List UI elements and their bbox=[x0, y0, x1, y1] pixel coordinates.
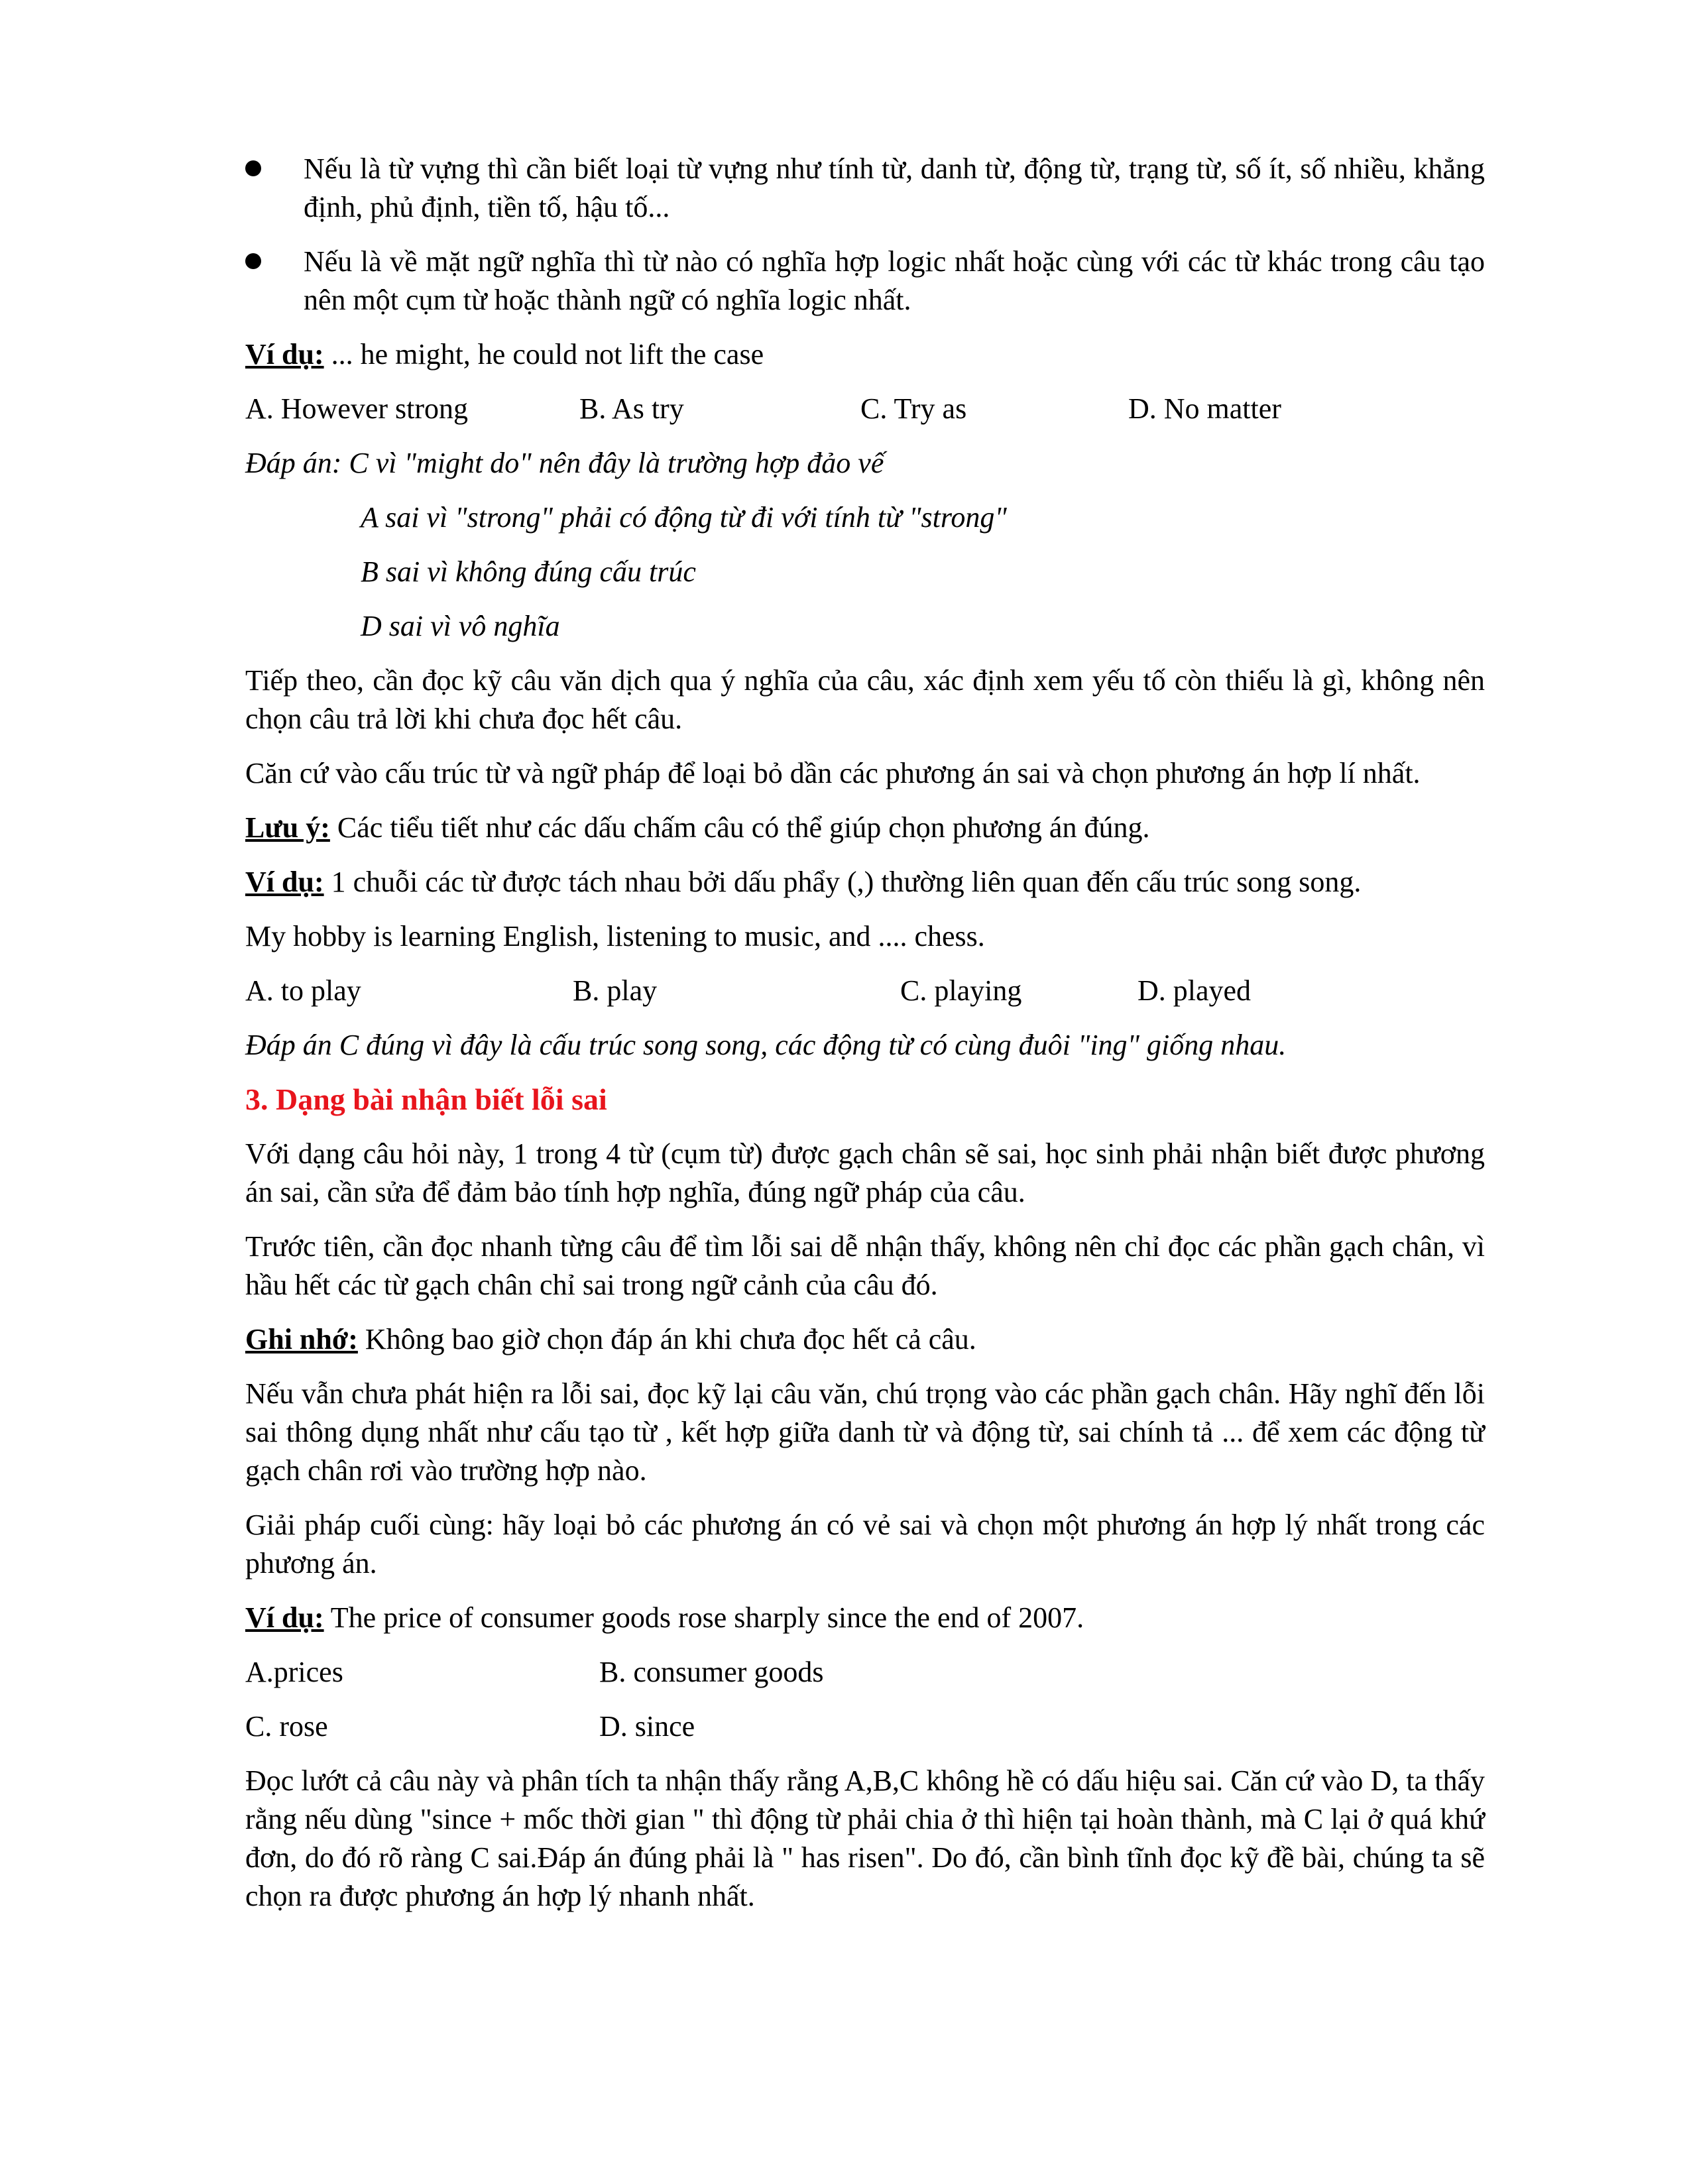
bullet-dot-icon bbox=[245, 253, 261, 269]
option-a: A. to play bbox=[245, 974, 361, 1007]
example2-paragraph bbox=[245, 863, 1485, 901]
example3-text: The price of consumer goods rose sharply since the end of 2007. bbox=[323, 1601, 1084, 1634]
remember-paragraph bbox=[245, 1320, 1485, 1359]
option-c: C. rose bbox=[245, 1710, 328, 1743]
example1-label: Ví dụ: bbox=[245, 338, 324, 371]
example1-reason-b: B sai vì không đúng cấu trúc bbox=[361, 555, 696, 588]
option-c: C. playing bbox=[900, 974, 1022, 1007]
remember-label: Ghi nhớ: bbox=[245, 1323, 358, 1355]
section3-paragraph-3: Nếu vẫn chưa phát hiện ra lỗi sai, đọc kỹ lại câu văn, chú trọng vào các phần gạch chân. Hãy nghĩ đến lỗi sai thông dụng nhất như cấu tạo từ , kết hợp giữa danh từ và động từ, sai chính tả ... để xem các động từ gạch chân rơi vào trường hợp nào. bbox=[245, 1377, 1485, 1487]
note-paragraph bbox=[245, 809, 1485, 847]
section3-paragraph-4: Giải pháp cuối cùng: hãy loại bỏ các phương án có vẻ sai và chọn một phương án hợp lý nhất trong các phương án. bbox=[245, 1509, 1485, 1580]
example1-reason-a: A sai vì "strong" phải có động từ đi với tính từ "strong" bbox=[361, 501, 1007, 534]
bullet-item bbox=[245, 150, 1485, 227]
example1-text: ... he might, he could not lift the case bbox=[323, 338, 764, 371]
option-b: B. play bbox=[573, 974, 658, 1007]
example2-text: 1 chuỗi các từ được tách nhau bởi dấu phẩy (,) thường liên quan đến cấu trúc song song. bbox=[323, 866, 1362, 898]
page-content bbox=[245, 150, 1485, 1931]
note-text: Các tiểu tiết như các dấu chấm câu có thể giúp chọn phương án đúng. bbox=[329, 811, 1150, 844]
option-a: A. However strong bbox=[245, 392, 469, 425]
option-d: D. since bbox=[599, 1710, 695, 1743]
example2-options bbox=[245, 972, 1485, 1010]
section3-heading: 3. Dạng bài nhận biết lỗi sai bbox=[245, 1082, 607, 1116]
example2-label: Ví dụ: bbox=[245, 866, 324, 898]
example3-options-row2 bbox=[245, 1707, 1485, 1746]
bullet-dot-icon bbox=[245, 160, 261, 176]
example1-paragraph bbox=[245, 335, 1485, 374]
paragraph-eliminate: Căn cứ vào cấu trúc từ và ngữ pháp để loại bỏ dần các phương án sai và chọn phương án hợp lí nhất. bbox=[245, 757, 1421, 789]
option-b: B. As try bbox=[579, 392, 684, 425]
note-label: Lưu ý: bbox=[245, 811, 330, 844]
option-b: B. consumer goods bbox=[599, 1656, 824, 1688]
example3-options-row1 bbox=[245, 1653, 1485, 1692]
example3-label: Ví dụ: bbox=[245, 1601, 324, 1634]
option-c: C. Try as bbox=[860, 392, 967, 425]
option-d: D. played bbox=[1137, 974, 1252, 1007]
example1-answer: Đáp án: C vì "might do" nên đây là trường hợp đảo vế bbox=[245, 447, 884, 479]
section3-paragraph-5: Đọc lướt cả câu này và phân tích ta nhận thấy rằng A,B,C không hề có dấu hiệu sai. Căn cứ vào D, ta thấy rằng nếu dùng "since + mốc thời gian " thì động từ phải chia ở thì hiện tại hoàn thành, mà C lại ở quá khứ đơn, do đó rõ ràng C sai.Đáp án đúng phải là " has risen". Do đó, cần bình tĩnh đọc kỹ đề bài, chúng ta sẽ chọn ra được phương án hợp lý nhanh nhất. bbox=[245, 1764, 1485, 1912]
example2-answer: Đáp án C đúng vì đây là cấu trúc song song, các động từ có cùng đuôi "ing" giống nhau. bbox=[245, 1029, 1287, 1061]
example3-paragraph bbox=[245, 1599, 1485, 1637]
bullet-text: Nếu là từ vựng thì cần biết loại từ vựng như tính từ, danh từ, động từ, trạng từ, số ít, số nhiều, khẳng định, phủ định, tiền tố, hậu tố... bbox=[304, 152, 1485, 223]
section3-paragraph-1: Với dạng câu hỏi này, 1 trong 4 từ (cụm từ) được gạch chân sẽ sai, học sinh phải nhận biết được phương án sai, cần sửa để đảm bảo tính hợp nghĩa, đúng ngữ pháp của câu. bbox=[245, 1137, 1485, 1208]
bullet-text: Nếu là về mặt ngữ nghĩa thì từ nào có nghĩa hợp logic nhất hoặc cùng với các từ khác trong câu tạo nên một cụm từ hoặc thành ngữ có nghĩa logic nhất. bbox=[304, 245, 1485, 316]
example2-sentence: My hobby is learning English, listening to music, and .... chess. bbox=[245, 920, 985, 952]
example1-options bbox=[245, 390, 1485, 428]
paragraph-read-carefully: Tiếp theo, cần đọc kỹ câu văn dịch qua ý nghĩa của câu, xác định xem yếu tố còn thiếu là gì, không nên chọn câu trả lời khi chưa đọc hết câu. bbox=[245, 664, 1485, 735]
remember-text: Không bao giờ chọn đáp án khi chưa đọc hết cả câu. bbox=[357, 1323, 976, 1355]
bullet-item bbox=[245, 243, 1485, 319]
option-a: A.prices bbox=[245, 1656, 343, 1688]
example1-reason-d: D sai vì vô nghĩa bbox=[361, 610, 560, 642]
section3-paragraph-2: Trước tiên, cần đọc nhanh từng câu để tìm lỗi sai dễ nhận thấy, không nên chỉ đọc các phần gạch chân, vì hầu hết các từ gạch chân chỉ sai trong ngữ cảnh của câu đó. bbox=[245, 1230, 1485, 1301]
option-d: D. No matter bbox=[1128, 392, 1281, 425]
